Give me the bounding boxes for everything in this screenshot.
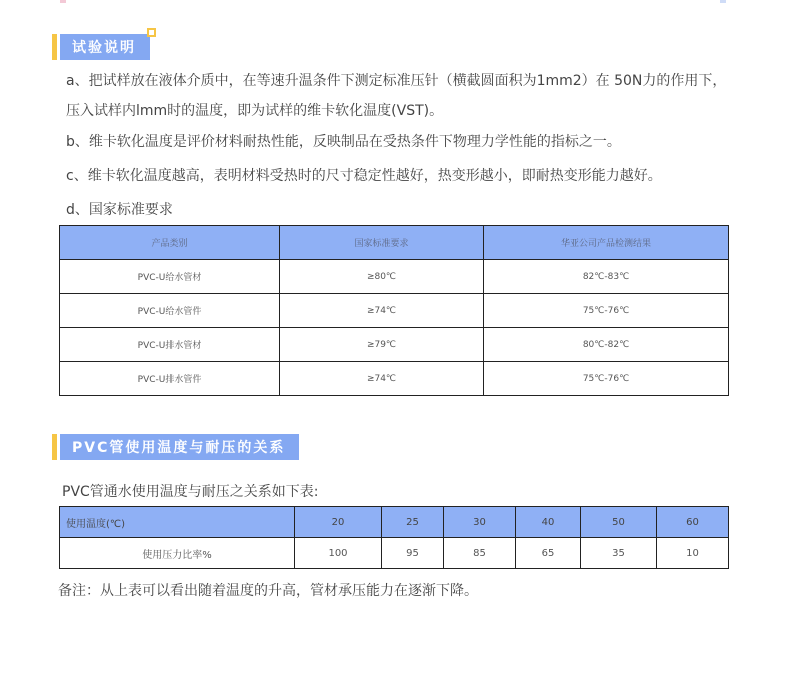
table-cell: 100	[295, 538, 382, 569]
national-standard-table	[59, 225, 729, 396]
top-right-decoration	[720, 0, 726, 3]
paragraph-d: d、国家标准要求	[66, 202, 173, 218]
table-row	[60, 294, 729, 328]
note-text: 备注：从上表可以看出随着温度的升高，管材承压能力在逐渐下降。	[58, 583, 478, 599]
table-cell: 20	[295, 507, 382, 538]
table-cell: PVC-U给水管材	[60, 260, 280, 294]
section-title: 试验说明	[72, 40, 136, 56]
table-cell: 85	[444, 538, 516, 569]
table-cell: 65	[516, 538, 581, 569]
table-cell: 50	[581, 507, 657, 538]
paragraph-c: c、维卡软化温度越高，表明材料受热时的尺寸稳定性越好，热变形越小，即耐热变形能力越好。	[66, 168, 662, 184]
table-cell: 35	[581, 538, 657, 569]
heading-label-box	[60, 34, 150, 60]
table-cell: PVC-U给水管件	[60, 294, 280, 328]
table-cell: 75℃-76℃	[484, 362, 729, 396]
heading-label-box	[60, 434, 299, 460]
section-heading-temperature-pressure	[52, 433, 299, 461]
table-cell: 25	[382, 507, 444, 538]
row-label: 使用压力比率%	[60, 538, 295, 569]
heading-accent-bar	[52, 434, 57, 460]
heading-corner-decoration	[147, 28, 156, 37]
table-cell: 82℃-83℃	[484, 260, 729, 294]
table-cell: ≥74℃	[280, 362, 484, 396]
table-cell: 95	[382, 538, 444, 569]
column-header: 国家标准要求	[280, 226, 484, 260]
section-heading-test-description	[52, 33, 150, 61]
table-cell: 80℃-82℃	[484, 328, 729, 362]
table-row	[60, 260, 729, 294]
column-header: 产品类别	[60, 226, 280, 260]
column-header: 华亚公司产品检测结果	[484, 226, 729, 260]
table-cell: PVC-U排水管件	[60, 362, 280, 396]
table-cell: PVC-U排水管材	[60, 328, 280, 362]
table-cell: 60	[657, 507, 729, 538]
table-cell: 10	[657, 538, 729, 569]
table-cell: ≥79℃	[280, 328, 484, 362]
section-title: PVC管使用温度与耐压的关系	[72, 440, 286, 456]
table-cell: 40	[516, 507, 581, 538]
table-cell: 75℃-76℃	[484, 294, 729, 328]
paragraph-b: b、维卡软化温度是评价材料耐热性能，反映制品在受热条件下物理力学性能的指标之一。	[66, 134, 621, 150]
top-left-decoration	[60, 0, 66, 3]
table-cell: ≥74℃	[280, 294, 484, 328]
table-row	[60, 362, 729, 396]
heading-accent-bar	[52, 34, 57, 60]
temperature-row	[60, 507, 729, 538]
row-label: 使用温度(℃)	[60, 507, 295, 538]
table-header-row	[60, 226, 729, 260]
table-cell: 30	[444, 507, 516, 538]
table-cell: ≥80℃	[280, 260, 484, 294]
temperature-pressure-table	[59, 506, 729, 569]
pressure-ratio-row	[60, 538, 729, 569]
temperature-intro: PVC管通水使用温度与耐压之关系如下表:	[62, 484, 319, 500]
table-row	[60, 328, 729, 362]
paragraph-a: a、把试样放在液体介质中，在等速升温条件下测定标准压针（横截圆面积为1mm2）在 50N力的作用下， 压入试样内lmm时的温度，即为试样的维卡软化温度(VST)。	[66, 73, 727, 119]
